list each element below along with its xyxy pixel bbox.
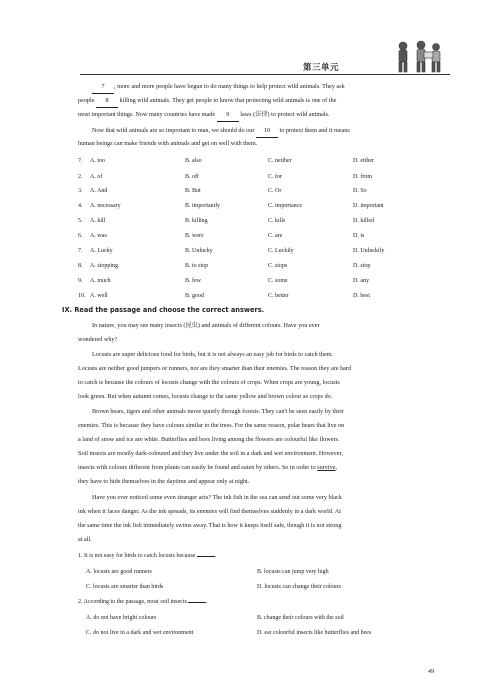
option-c[interactable]: C. Luckily [268, 248, 294, 254]
option-a[interactable]: A. too [90, 158, 105, 164]
answer-blank[interactable] [188, 602, 206, 603]
option-row [90, 245, 450, 257]
blank-9: 9 [217, 109, 239, 122]
option-row [90, 185, 450, 197]
option-row [90, 275, 450, 287]
passage-line: Locusts are super delicious food for birds, but it is not always an easy job for birds to catch them. [92, 351, 334, 358]
passage-line: at all. [78, 536, 92, 543]
cloze-line-2: people 8 killing wild animals. They get people to know that protecting wild animals is one of the [78, 95, 441, 108]
passage-line: the same time the ink fish immediately swims away. That is how it keeps itself safe, though it is not strong [78, 522, 342, 529]
option-row [90, 171, 450, 183]
option-b[interactable]: B. good [185, 293, 205, 299]
question-2-option-c[interactable]: C. do not live in a dark and wet environment [86, 630, 194, 636]
passage-line: look green. But when autumn comes, locusts change to the same yellow and brown colour as crops do. [78, 393, 333, 400]
option-d[interactable]: D. best [353, 293, 370, 299]
blank-7: 7 [92, 81, 114, 94]
passage-line: In nature, you may see many insects (昆虫) and animals of different colours. Have you ever [92, 322, 320, 329]
cloze-line-1: 7 , more and more people have begun to do many things to help protect wild animals. They ask [78, 81, 441, 94]
option-b[interactable]: B. few [185, 278, 201, 284]
option-d[interactable]: D. So [353, 188, 367, 194]
passage-line: to catch is because the colours of locusts change with the colours of crops. When crops are young, locusts [78, 379, 340, 386]
passage-line: insects with colours different from plants can easily be found and eaten by others. So in order to survive, [78, 464, 338, 471]
option-row [90, 200, 450, 212]
option-a[interactable]: A. of [90, 174, 103, 180]
option-c[interactable]: C. some [268, 278, 288, 284]
option-d[interactable]: D. important [353, 203, 384, 209]
option-b[interactable]: B. to stop [185, 263, 209, 269]
option-d[interactable]: D. either [353, 158, 374, 164]
students-illustration-icon [393, 40, 445, 74]
option-c[interactable]: C. neither [268, 158, 292, 164]
passage-line: ink when it faces danger. As the ink spreads, its enemies will find themselves suddenly in a dark world. At [78, 508, 341, 515]
question-1: 1. It is not easy for birds to catch locusts because . [78, 553, 217, 559]
passage-line: they have to hide themselves in the daytime and appear only at night. [78, 478, 250, 485]
option-c[interactable]: C. Or [268, 188, 282, 194]
option-a[interactable]: A. necessary [90, 203, 121, 209]
option-b[interactable]: B. importantly [185, 203, 220, 209]
question-1-option-b[interactable]: B. locusts can jump very high [257, 569, 329, 575]
passage-line: enemies. This is because they have colours similar to the trees. For the same reason, polar bears that live on [78, 422, 345, 429]
option-d[interactable]: D. stop [353, 263, 371, 269]
option-b[interactable]: B. also [185, 158, 202, 164]
cloze-line-3: most important things. Now many countries have made 9 laws (法律) to protect wild animals. [78, 109, 441, 122]
option-b[interactable]: B. killing [185, 218, 208, 224]
option-c[interactable]: C. importance [268, 203, 302, 209]
option-row [90, 260, 450, 272]
option-c[interactable]: C. kills [268, 218, 286, 224]
option-a[interactable]: A. well [90, 293, 108, 299]
option-d[interactable]: D. from [353, 174, 372, 180]
section-heading-ix: IX. Read the passage and choose the correct answers. [62, 306, 265, 314]
option-a[interactable]: A. Lucky [90, 248, 113, 254]
option-b[interactable]: B. But [185, 188, 201, 194]
passage-line: Brown bears, tigers and other animals move quietly through forests. They can't be seen easily by their [92, 408, 344, 415]
option-a[interactable]: A. stopping [90, 263, 119, 269]
option-c[interactable]: C. stops [268, 263, 288, 269]
unit-title: 第三单元 [303, 63, 340, 73]
blank-10: 10 [256, 125, 278, 138]
passage-line: Have you ever noticed some even stranger acts? The ink fish in the sea can send out some very black [92, 494, 342, 501]
question-2-option-a[interactable]: A. do not have bright colours [86, 615, 157, 621]
worksheet-page: 第三单元 7 , more and more people have begun to do many things to help protect wild animals. They ask people 8 killing wild animals. They get people to know that protecting wild animals is one of the most important things. Now many countries have made 9 laws (法律) to protect wild animals. Now that wild animals are so important to man, we should do our 10 to protect them and it means human beings can make friends with animals and get on well with them. A. too B. also C. neither D. either A. of B. off C. for D. from A. And B. But C. Or D. So A. necessary B. importantly C. importance D. important A. kill B. killing C. kills D. killed A. was B. were C. are D. is A. Lucky B. Unlucky C. Luckily D. Unluckily A. stopping B. to stop C. stops D. stop A. much B. few C. some D. any A. well B. good C. better D. best 7. 2. 3. 4. 5. 6. 7. 8. 9. 10. IX. Read the passage and choose the correct answers. In nature, you may see many insects (昆虫) and animals of different colours. Have you ever wondered why? Locusts are super delicious food for birds, but it is not always an easy job for birds to catch them. Locusts are neither good jumpers or runners, nor are they smarter than their enemies. The reason they are hard to catch is because the colours of locusts change with the colours of crops. When crops are young, locusts look green. But when autumn comes, locusts change to the same yellow and brown colour as crops do. Brown bears, tigers and other animals move quietly through forests. They can't be seen easily by their enemies. This is because they have colours similar to the trees. For the same reason, polar bears that live on a land of snow and ice are white. Butterflies and bees living among the flowers are colourful like flowers. Soil insects are mostly dark-coloured and they live under the soil in a dark and wet environment. However, insects with colours different from plants can easily be found and eaten by others. So in order to survive, they have to hide themselves in the daytime and appear only at night. Have you ever noticed some even stranger acts? The ink fish in the sea can send out some very black ink when it faces danger. As the ink spreads, its enemies will find themselves suddenly in a dark world. At the same time the ink fish immediately swims away. That is how it keeps itself safe, though it is not strong at all. 1. It is not easy for birds to catch locusts because . A. locusts are good runners B. locusts can jump very high C. locusts are smarter than birds D. locusts can change their colours 2. According to the passage, most soil insects . A. do not have bright colours B. change their colours with the soil C. do not live in a dark and wet environment D. eat colourful insects like butterflies and bees 49 [0, 0, 500, 695]
option-d[interactable]: D. is [353, 233, 365, 239]
question-1-option-d[interactable]: D. locusts can change their colours [257, 584, 341, 590]
option-d[interactable]: D. killed [353, 218, 374, 224]
option-d[interactable]: D. Unluckily [353, 248, 385, 254]
page-number: 49 [428, 668, 435, 675]
option-b[interactable]: B. off [185, 174, 199, 180]
question-1-option-c[interactable]: C. locusts are smarter than birds [86, 584, 164, 590]
question-2: 2. According to the passage, most soil insects . [78, 599, 208, 605]
option-a[interactable]: A. And [90, 188, 108, 194]
option-d[interactable]: D. any [353, 278, 369, 284]
option-c[interactable]: C. better [268, 293, 289, 299]
answer-blank[interactable] [197, 556, 215, 557]
question-2-option-d[interactable]: D. eat colourful insects like butterflies and bees [257, 630, 372, 636]
cloze-line-5: human beings can make friends with animals and get on well with them. [78, 140, 258, 147]
question-1-option-a[interactable]: A. locusts are good runners [86, 569, 152, 575]
option-row [90, 215, 450, 227]
passage-line: Locusts are neither good jumpers or runners, nor are they smarter than their enemies. The reason they are hard [78, 365, 352, 372]
option-row [90, 155, 450, 167]
option-a[interactable]: A. was [90, 233, 107, 239]
passage-line: Soil insects are mostly dark-coloured and they live under the soil in a dark and wet environment. However, [78, 450, 343, 457]
underlined-word: survive [317, 464, 336, 471]
option-row [90, 230, 450, 242]
option-c[interactable]: C. for [268, 174, 282, 180]
question-2-option-b[interactable]: B. change their colours with the soil [257, 615, 344, 621]
cloze-line-4: Now that wild animals are so important to man, we should do our 10 to protect them and it means [78, 125, 441, 138]
option-a[interactable]: A. kill [90, 218, 106, 224]
option-b[interactable]: B. Unlucky [185, 248, 213, 254]
header-rule [80, 74, 450, 75]
blank-8: 8 [96, 95, 118, 108]
option-b[interactable]: B. were [185, 233, 204, 239]
option-row [90, 290, 450, 302]
passage-line: wondered why? [78, 336, 118, 343]
option-a[interactable]: A. much [90, 278, 111, 284]
option-c[interactable]: C. are [268, 233, 283, 239]
passage-line: a land of snow and ice are white. Butterflies and bees living among the flowers are colourful like flowers. [78, 436, 340, 443]
